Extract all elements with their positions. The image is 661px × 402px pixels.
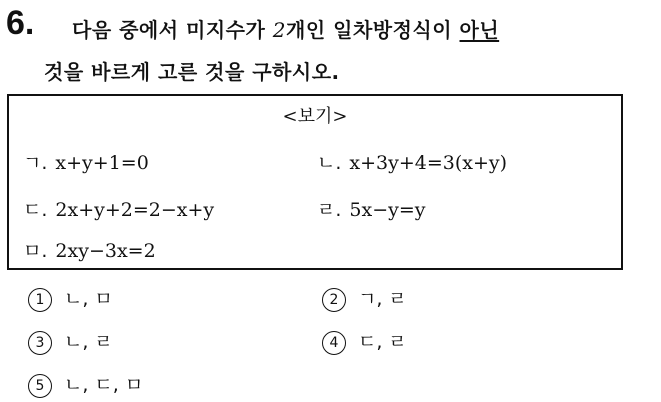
example-item-4 bbox=[317, 195, 426, 222]
option-number-circle: 1 bbox=[28, 288, 52, 312]
question-line-2: 것을 바르게 고른 것을 구하시오. bbox=[44, 60, 340, 84]
option-text: ㄱ, ㄹ bbox=[358, 288, 407, 310]
option-text: ㄷ, ㄹ bbox=[358, 331, 407, 353]
option-number-circle: 2 bbox=[322, 288, 346, 312]
example-box-title: <보기> bbox=[282, 106, 348, 127]
example-item-2 bbox=[317, 148, 507, 175]
question-underlined-word: 아닌 bbox=[459, 18, 500, 42]
option-number-circle: 5 bbox=[28, 374, 52, 398]
example-item-equation: x+y+1=0 bbox=[55, 152, 149, 174]
example-item-equation: x+3y+4=3(x+y) bbox=[349, 152, 508, 174]
option-text: ㄴ, ㄷ, ㅁ bbox=[64, 374, 144, 396]
option-text: ㄴ, ㄹ bbox=[64, 331, 113, 353]
example-box bbox=[7, 94, 623, 270]
example-item-equation: 2x+y+2=2−x+y bbox=[55, 199, 215, 221]
example-item-1 bbox=[23, 148, 149, 175]
option-2[interactable] bbox=[322, 284, 407, 312]
option-5[interactable] bbox=[28, 370, 143, 398]
option-number-circle: 4 bbox=[322, 331, 346, 355]
example-item-label: ㄴ. bbox=[317, 152, 342, 174]
example-item-label: ㅁ. bbox=[23, 240, 48, 262]
question-text-1b: 개인 일차방정식이 bbox=[286, 18, 460, 42]
example-item-equation: 2xy−3x=2 bbox=[55, 240, 156, 262]
example-item-label: ㄹ. bbox=[317, 199, 342, 221]
example-item-label: ㄱ. bbox=[23, 152, 48, 174]
question-line-1 bbox=[72, 14, 499, 43]
example-item-equation: 5x−y=y bbox=[349, 199, 426, 221]
example-item-3 bbox=[23, 195, 214, 222]
option-number-circle: 3 bbox=[28, 331, 52, 355]
question-text-1a: 다음 중에서 미지수가 bbox=[72, 18, 273, 42]
option-1[interactable] bbox=[28, 284, 113, 312]
question-number: 6. bbox=[6, 4, 35, 42]
example-item-label: ㄷ. bbox=[23, 199, 48, 221]
example-item-5 bbox=[23, 236, 156, 263]
option-4[interactable] bbox=[322, 327, 407, 355]
option-3[interactable] bbox=[28, 327, 113, 355]
option-text: ㄴ, ㅁ bbox=[64, 288, 113, 310]
question-count: 2 bbox=[272, 18, 287, 42]
